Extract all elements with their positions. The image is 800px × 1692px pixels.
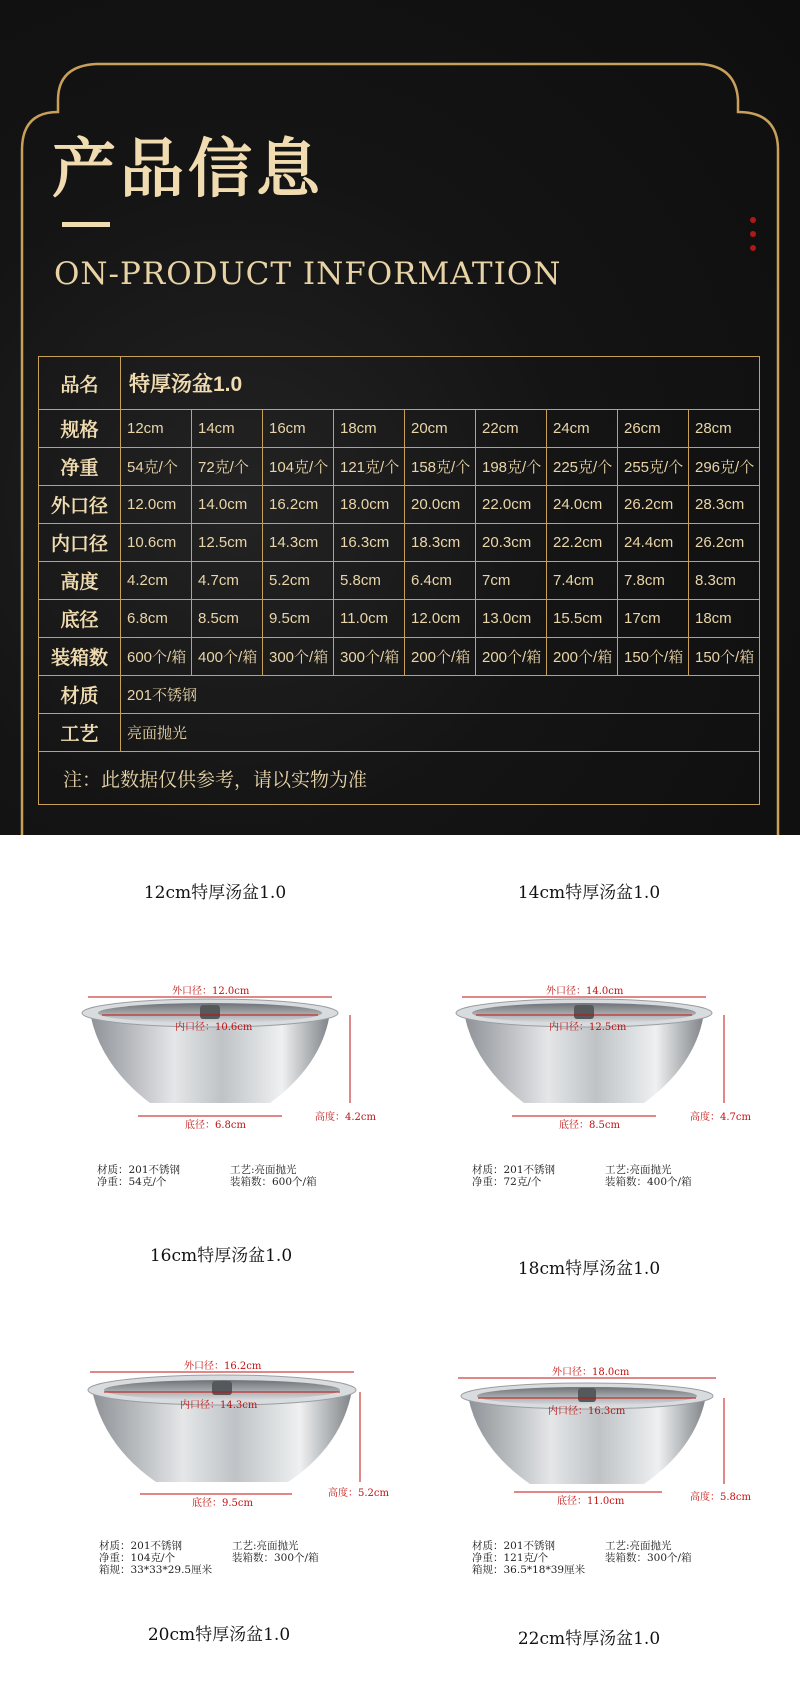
cell: 22.2cm [547,524,618,562]
cell: 26.2cm [689,524,760,562]
cell: 300个/箱 [334,638,405,676]
cell: 11.0cm [334,600,405,638]
cell: 7cm [476,562,547,600]
cell: 18cm [689,600,760,638]
product-title: 14cm特厚汤盆1.0 [517,883,661,903]
row-label: 净重 [39,448,121,486]
cell: 26.2cm [618,486,689,524]
decorative-dots [750,217,756,259]
cell: 200个/箱 [476,638,547,676]
table-row [39,486,760,524]
cell: 54克/个 [121,448,192,486]
cell: 28cm [689,410,760,448]
bowl-handle [574,1005,594,1019]
cell: 12cm [121,410,192,448]
table-note: 注：此数据仅供参考，请以实物为准 [39,752,760,805]
cell: 198克/个 [476,448,547,486]
bowl-diagram [448,1360,768,1520]
spec-box: 装箱数：300个/箱 [605,1552,692,1564]
cell: 20.0cm [405,486,476,524]
cell: 18.0cm [334,486,405,524]
cell: 10.6cm [121,524,192,562]
material-label: 材质 [39,676,121,714]
cell: 20.3cm [476,524,547,562]
product-title: 18cm特厚汤盆1.0 [517,1259,661,1279]
title-divider [62,222,110,227]
spec-craft: 工艺:亮面抛光 [232,1540,299,1552]
material-value: 201不锈钢 [121,676,760,714]
cell: 13.0cm [476,600,547,638]
product-specs [99,1540,319,1576]
cell: 158克/个 [405,448,476,486]
cell: 12.0cm [405,600,476,638]
cell: 24.4cm [618,524,689,562]
name-value: 特厚汤盆1.0 [121,357,760,410]
product-specs [472,1164,692,1188]
bowl-diagram [60,975,380,1135]
cell: 6.4cm [405,562,476,600]
row-label: 外口径 [39,486,121,524]
base-dim-label: 底径：11.0cm [557,1496,625,1507]
table-row-craft [39,714,760,752]
cell: 12.5cm [192,524,263,562]
spec-craft: 工艺:亮面抛光 [605,1164,672,1176]
base-dim-label: 底径：8.5cm [559,1120,620,1131]
cell: 7.4cm [547,562,618,600]
product-title: 20cm特厚汤盆1.0 [147,1625,291,1645]
spec-weight: 净重：54克/个 [97,1176,167,1188]
base-dim-label: 底径：6.8cm [185,1120,246,1131]
cell: 18cm [334,410,405,448]
cell: 121克/个 [334,448,405,486]
cell: 20cm [405,410,476,448]
spec-carton: 箱规：36.5*18*39厘米 [472,1564,586,1576]
bowl-handle [578,1388,596,1402]
spec-carton: 箱规：33*33*29.5厘米 [99,1564,213,1576]
cell: 72克/个 [192,448,263,486]
inner-dim-label: 内口径：16.3cm [548,1406,626,1417]
cell: 12.0cm [121,486,192,524]
cell: 24.0cm [547,486,618,524]
cell: 14cm [192,410,263,448]
inner-dim-label: 内口径：14.3cm [180,1400,258,1411]
spec-box: 装箱数：300个/箱 [232,1552,319,1564]
cell: 7.8cm [618,562,689,600]
page-subtitle: ON-PRODUCT INFORMATION [54,256,562,292]
bowl-handle [200,1005,220,1019]
table-row [39,638,760,676]
cell: 4.2cm [121,562,192,600]
table-row [39,600,760,638]
outer-dim-label: 外口径：18.0cm [552,1367,630,1378]
cell: 225克/个 [547,448,618,486]
height-dim-label: 高度：4.7cm [690,1112,751,1123]
page-title: 产品信息 [52,132,324,207]
row-label: 内口径 [39,524,121,562]
cell: 17cm [618,600,689,638]
name-label: 品名 [39,357,121,410]
inner-dim-label: 内口径：12.5cm [549,1022,627,1033]
table-row [39,562,760,600]
row-label: 底径 [39,600,121,638]
spec-craft: 工艺:亮面抛光 [605,1540,672,1552]
spec-material: 材质：201不锈钢 [99,1540,183,1552]
product-title: 16cm特厚汤盆1.0 [149,1246,293,1266]
product-title: 22cm特厚汤盆1.0 [517,1629,661,1649]
row-label: 高度 [39,562,121,600]
cell: 150个/箱 [689,638,760,676]
table-row [39,524,760,562]
product-info-banner [0,0,800,835]
cell: 5.8cm [334,562,405,600]
height-dim-label: 高度：5.2cm [328,1488,389,1499]
product-title: 12cm特厚汤盆1.0 [143,883,287,903]
cell: 18.3cm [405,524,476,562]
table-row [39,448,760,486]
spec-table [38,356,760,805]
cell: 400个/箱 [192,638,263,676]
cell: 14.3cm [263,524,334,562]
outer-dim-label: 外口径：14.0cm [546,986,624,997]
cell: 16.2cm [263,486,334,524]
cell: 8.3cm [689,562,760,600]
outer-dim-label: 外口径：12.0cm [172,986,250,997]
cell: 200个/箱 [405,638,476,676]
table-row [39,410,760,448]
cell: 16cm [263,410,334,448]
cell: 22cm [476,410,547,448]
bowl-handle [212,1381,232,1395]
cell: 28.3cm [689,486,760,524]
height-dim-label: 高度：4.2cm [315,1112,376,1123]
cell: 24cm [547,410,618,448]
spec-material: 材质：201不锈钢 [472,1540,556,1552]
spec-material: 材质：201不锈钢 [472,1164,556,1176]
cell: 22.0cm [476,486,547,524]
cell: 300个/箱 [263,638,334,676]
inner-dim-label: 内口径：10.6cm [175,1022,253,1033]
table-row-note [39,752,760,805]
spec-material: 材质：201不锈钢 [97,1164,181,1176]
spec-weight: 净重：104克/个 [99,1552,176,1564]
craft-label: 工艺 [39,714,121,752]
cell: 5.2cm [263,562,334,600]
product-specs [97,1164,317,1188]
spec-weight: 净重：72克/个 [472,1176,542,1188]
cell: 14.0cm [192,486,263,524]
base-dim-label: 底径：9.5cm [192,1498,253,1509]
spec-craft: 工艺:亮面抛光 [230,1164,297,1176]
cell: 255克/个 [618,448,689,486]
cell: 600个/箱 [121,638,192,676]
cell: 26cm [618,410,689,448]
spec-box: 装箱数：600个/箱 [230,1176,317,1188]
product-specs [472,1540,692,1576]
bowl-diagram [60,1350,400,1515]
height-dim-label: 高度：5.8cm [690,1492,751,1503]
spec-weight: 净重：121克/个 [472,1552,549,1564]
row-label: 装箱数 [39,638,121,676]
cell: 200个/箱 [547,638,618,676]
row-label: 规格 [39,410,121,448]
cell: 15.5cm [547,600,618,638]
cell: 104克/个 [263,448,334,486]
spec-box: 装箱数：400个/箱 [605,1176,692,1188]
outer-dim-label: 外口径：16.2cm [184,1361,262,1372]
cell: 150个/箱 [618,638,689,676]
cell: 16.3cm [334,524,405,562]
cell: 6.8cm [121,600,192,638]
bowl-diagram [434,975,764,1135]
cell: 4.7cm [192,562,263,600]
cell: 296克/个 [689,448,760,486]
table-row-material [39,676,760,714]
craft-value: 亮面抛光 [121,714,760,752]
cell: 8.5cm [192,600,263,638]
cell: 9.5cm [263,600,334,638]
table-row-name [39,357,760,410]
